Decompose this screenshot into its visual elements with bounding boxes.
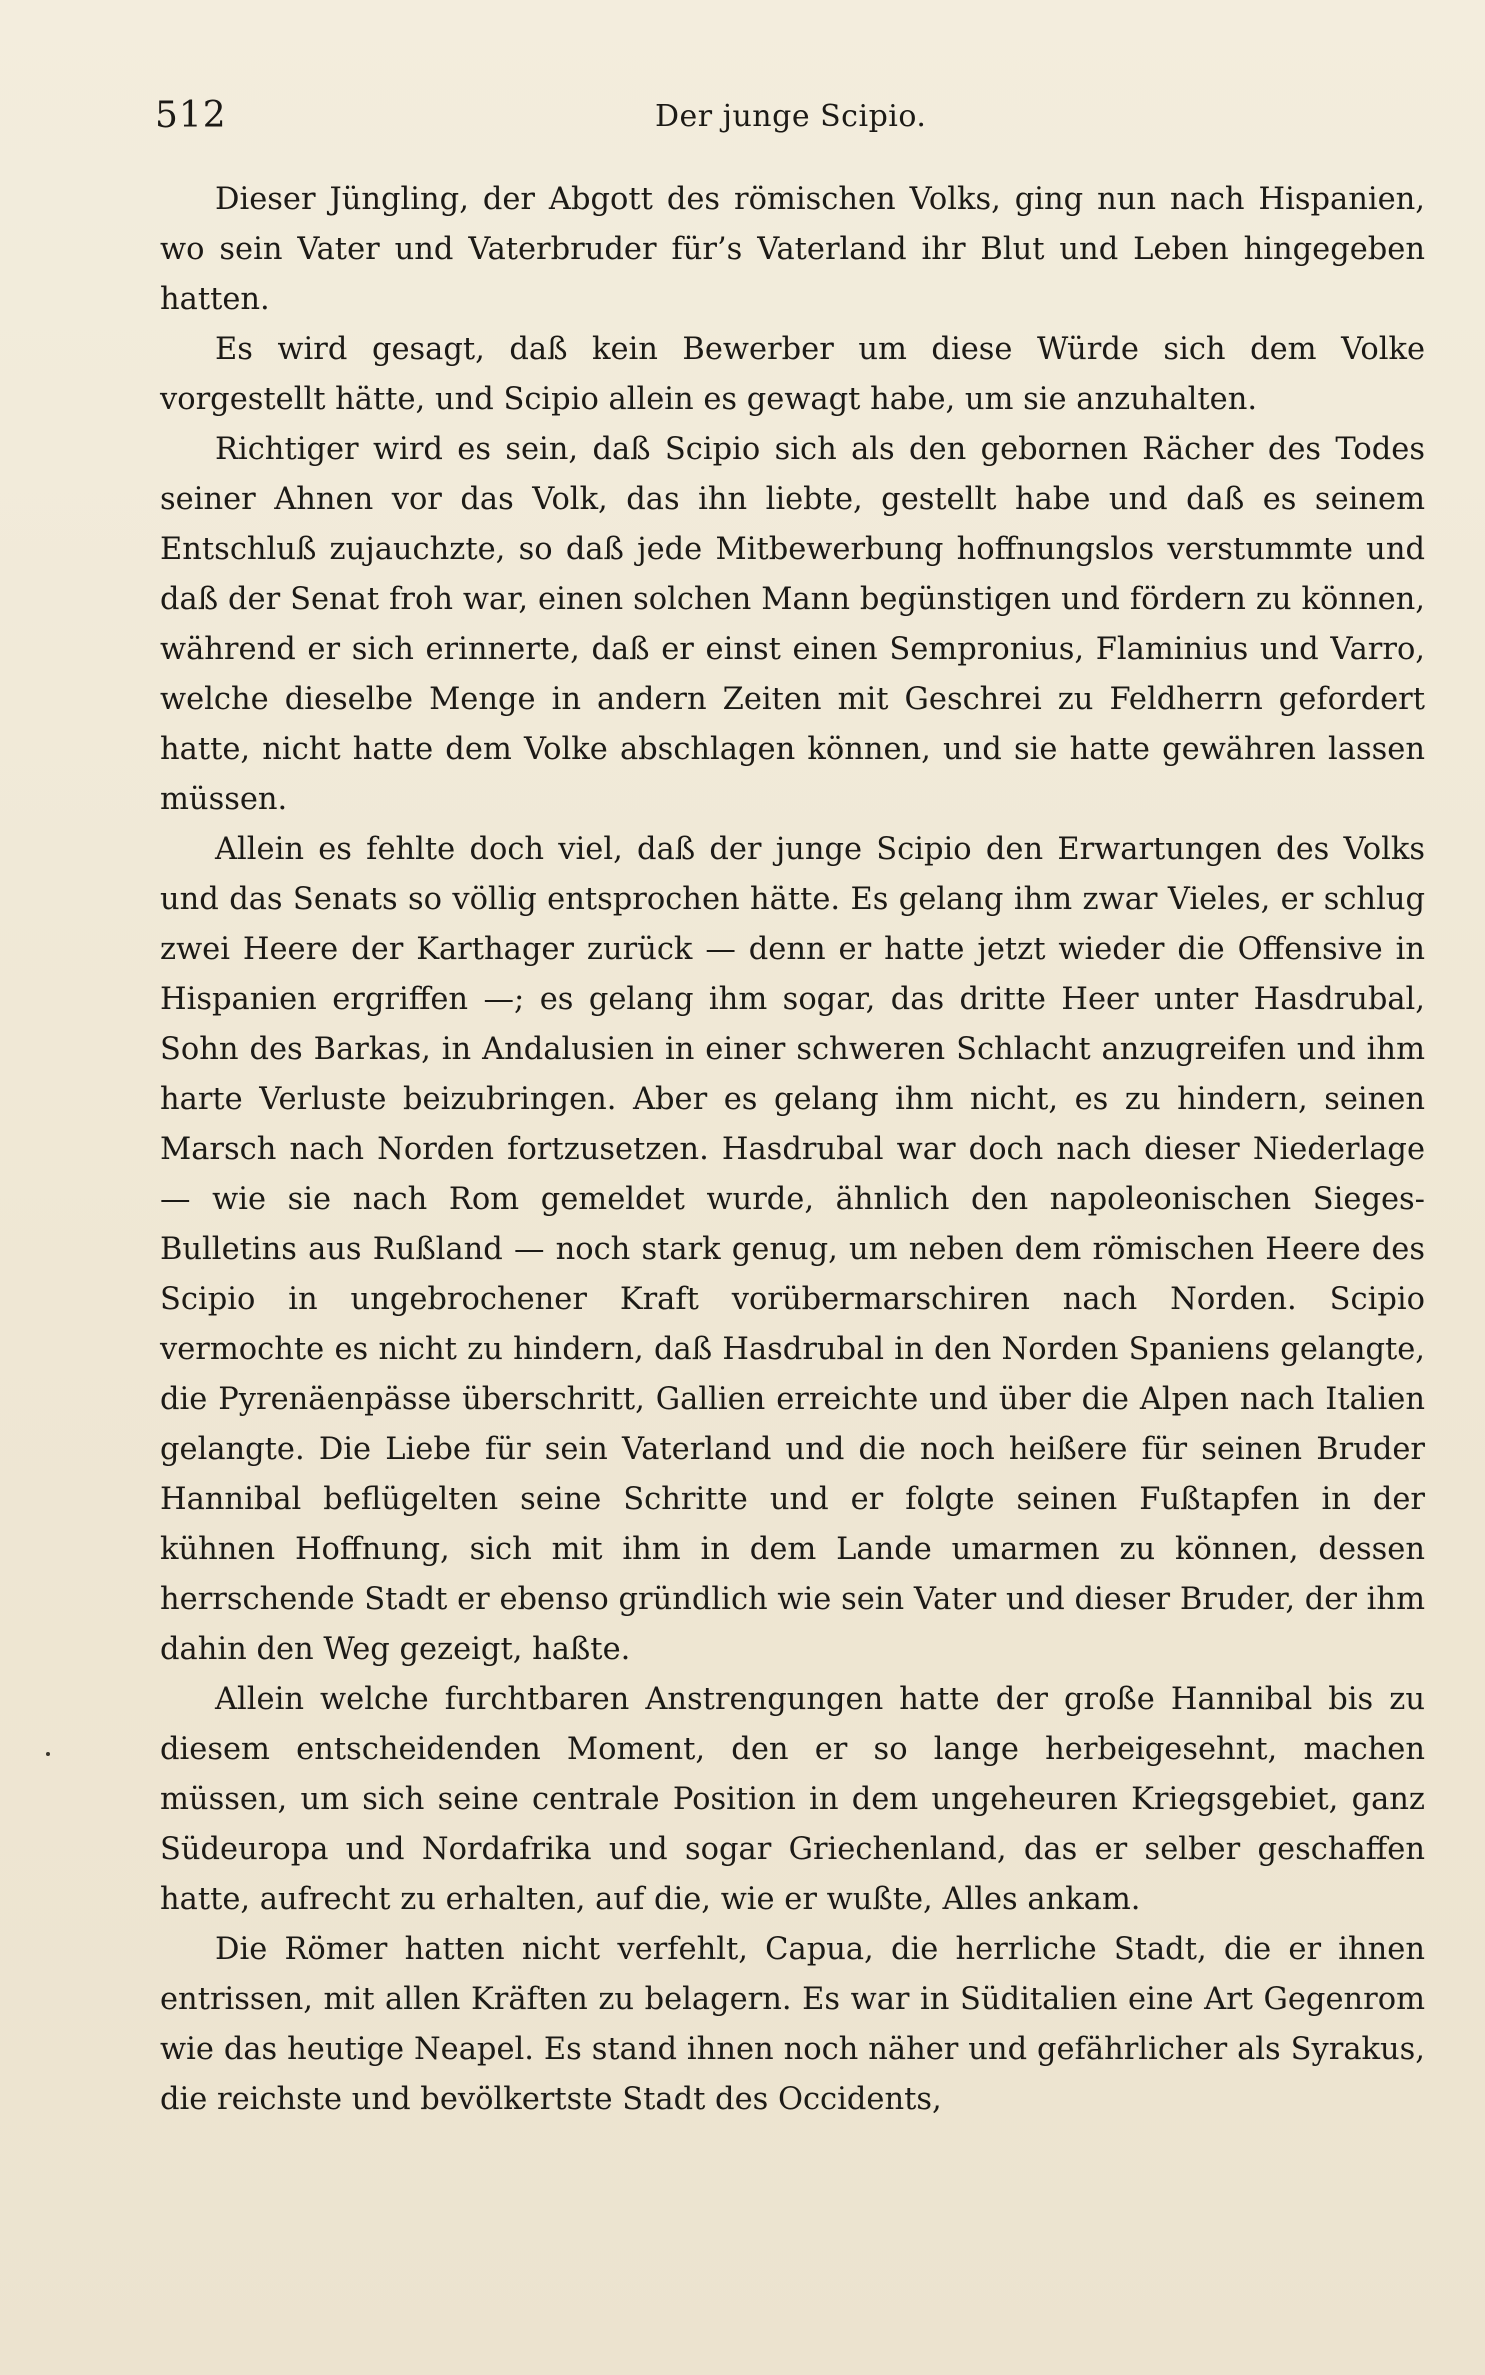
margin-dot — [46, 1752, 50, 1756]
paragraph: Allein welche furchtbaren Anstrengungen hatte der große Hannibal bis zu diesem entscheidenden Moment, den er so lange herbeigesehnt, machen müssen, um sich seine centrale Position in dem ungeheuren Kriegsgebiet, ganz Südeuropa und Nordafrika und sogar Griechenland, das er selber geschaffen hatte, aufrecht zu erhalten, auf die, wie er wußte, Alles ankam. — [160, 1682, 1425, 1917]
paragraph: Es wird gesagt, daß kein Bewerber um diese Würde sich dem Volke vorgestellt hätte, und Scipio allein es gewagt habe, um sie anzuhalten. — [160, 332, 1425, 417]
page-header — [155, 95, 1425, 145]
paragraph: Dieser Jüngling, der Abgott des römischen Volks, ging nun nach Hispanien, wo sein Vater und Vaterbruder für’s Vaterland ihr Blut und Leben hingegeben hatten. — [160, 182, 1425, 317]
body-text — [160, 175, 1425, 2125]
paragraph: Allein es fehlte doch viel, daß der junge Scipio den Erwartungen des Volks und das Senats so völlig entsprochen hätte. Es gelang ihm zwar Vieles, er schlug zwei Heere der Karthager zurück — denn er hatte jetzt wieder die Offensive in Hispanien ergriffen —; es gelang ihm sogar, das dritte Heer unter Hasdrubal, Sohn des Barkas, in Andalusien in einer schweren Schlacht anzugreifen und ihm harte Verluste beizubringen. Aber es gelang ihm nicht, es zu hindern, seinen Marsch nach Norden fortzusetzen. Hasdrubal war doch nach dieser Niederlage — wie sie nach Rom gemeldet wurde, ähnlich den napoleonischen Sieges-Bulletins aus Rußland — noch stark genug, um neben dem römischen Heere des Scipio in ungebrochener Kraft vorübermarschiren nach Norden. Scipio vermochte es nicht zu hindern, daß Hasdrubal in den Norden Spaniens gelangte, die Pyrenäenpässe überschritt, Gallien erreichte und über die Alpen nach Italien gelangte. Die Liebe für sein Vaterland und die noch heißere für seinen Bruder Hannibal beflügelten seine Schritte und er folgte seinen Fußtapfen in der kühnen Hoffnung, sich mit ihm in dem Lande umarmen zu können, dessen herrschende Stadt er ebenso gründlich wie sein Vater und dieser Bruder, der ihm dahin den Weg gezeigt, haßte. — [160, 832, 1425, 1667]
paragraph: Die Römer hatten nicht verfehlt, Capua, die herrliche Stadt, die er ihnen entrissen, mit allen Kräften zu belagern. Es war in Süditalien eine Art Gegenrom wie das heutige Neapel. Es stand ihnen noch näher und gefährlicher als Syrakus, die reichste und bevölkertste Stadt des Occidents, — [160, 1932, 1425, 2117]
paragraph: Richtiger wird es sein, daß Scipio sich als den gebornen Rächer des Todes seiner Ahnen vor das Volk, das ihn liebte, gestellt habe und daß es seinem Entschluß zujauchzte, so daß jede Mitbewerbung hoffnungslos verstummte und daß der Senat froh war, einen solchen Mann begünstigen und fördern zu können, während er sich erinnerte, daß er einst einen Sempronius, Flaminius und Varro, welche dieselbe Menge in andern Zeiten mit Geschrei zu Feldherrn gefordert hatte, nicht hatte dem Volke abschlagen können, und sie hatte gewähren lassen müssen. — [160, 432, 1425, 817]
running-title: Der junge Scipio. — [655, 99, 927, 134]
page-number: 512 — [155, 95, 227, 136]
